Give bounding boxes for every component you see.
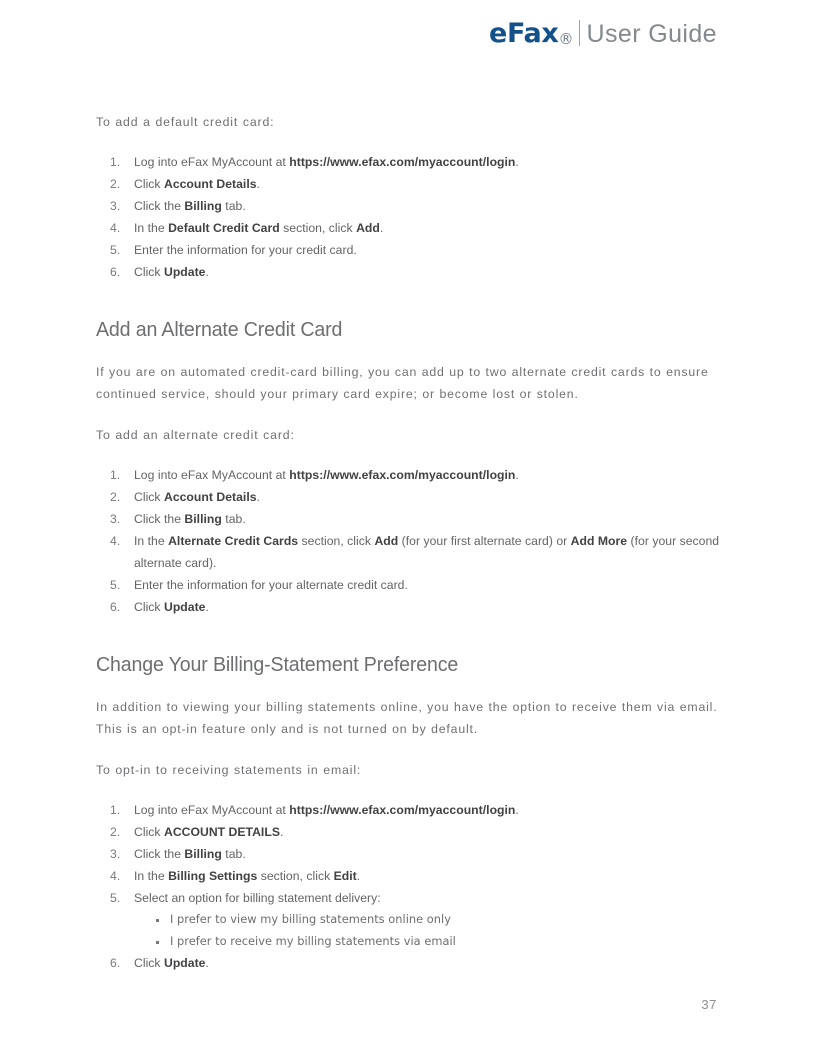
step-emphasis-3: Add More <box>570 534 628 548</box>
list-item <box>96 952 722 974</box>
step-emphasis: Default Credit Card <box>168 221 280 235</box>
step-text: Click <box>134 825 164 839</box>
step-emphasis-2: Edit <box>333 869 357 883</box>
step-text: Enter the information for your credit card. <box>134 243 357 257</box>
step-text-tail: tab. <box>221 512 246 526</box>
section-lead-in: To add a default credit card: <box>96 115 275 129</box>
list-item <box>96 843 722 865</box>
list-item <box>96 508 722 530</box>
section-default-credit-card <box>96 112 722 283</box>
step-text-mid-2: (for your first alternate card) or <box>398 534 571 548</box>
list-item <box>96 799 722 821</box>
step-text-mid: section, click <box>298 534 375 548</box>
step-text-tail: . <box>356 869 361 883</box>
step-text: In the <box>134 869 169 883</box>
step-text: Click <box>134 956 164 970</box>
step-text-tail: tab. <box>221 847 246 861</box>
section-lead-in: To opt-in to receiving statements in email: <box>96 763 362 777</box>
list-item: I prefer to view my billing statements online only <box>134 909 722 931</box>
sub-bullet-list-delivery-options <box>134 909 722 952</box>
list-item <box>96 486 722 508</box>
step-text-tail: . <box>515 155 519 169</box>
step-emphasis-2: Add <box>356 221 380 235</box>
document-header <box>0 18 717 49</box>
step-text-tail: . <box>205 265 209 279</box>
step-text-tail: . <box>205 600 209 614</box>
header-divider <box>579 20 580 46</box>
step-emphasis: Billing Settings <box>168 869 258 883</box>
step-emphasis: https://www.efax.com/myaccount/login <box>289 155 516 169</box>
list-item <box>96 530 722 574</box>
document-title: User Guide <box>586 20 717 48</box>
step-text: Enter the information for your alternate credit card. <box>134 578 408 592</box>
step-emphasis: https://www.efax.com/myaccount/login <box>289 468 516 482</box>
step-text: Click <box>134 490 164 504</box>
step-emphasis: Alternate Credit Cards <box>168 534 299 548</box>
section-billing-statement-preference <box>96 652 722 974</box>
step-text: Log into eFax MyAccount at <box>134 468 290 482</box>
step-emphasis: Update <box>163 956 206 970</box>
step-text-tail: . <box>256 177 260 191</box>
list-item <box>96 217 722 239</box>
step-text: Log into eFax MyAccount at <box>134 803 290 817</box>
section-heading-alternate-credit-card: Add an Alternate Credit Card <box>96 318 343 341</box>
step-emphasis: Billing <box>184 199 222 213</box>
efax-brand-logo: eFax <box>488 18 559 49</box>
step-text: Click the <box>134 512 185 526</box>
list-item <box>96 865 722 887</box>
list-item <box>96 173 722 195</box>
step-text: Select an option for billing statement delivery: <box>134 891 381 905</box>
step-emphasis-2: Add <box>374 534 399 548</box>
step-text: Click <box>134 177 164 191</box>
document-content <box>96 112 722 974</box>
step-text: In the <box>134 221 169 235</box>
step-text-tail: . <box>279 825 284 839</box>
list-item <box>96 887 722 952</box>
list-item <box>96 195 722 217</box>
step-text-tail: . <box>515 803 519 817</box>
step-text-tail: . <box>256 490 260 504</box>
step-text-tail: (for your second alternate card). <box>134 534 720 570</box>
list-item <box>96 574 722 596</box>
step-emphasis: Update <box>163 600 206 614</box>
list-item <box>96 151 722 173</box>
list-item <box>96 596 722 618</box>
list-item <box>96 464 722 486</box>
step-emphasis: ACCOUNT DETAILS <box>163 825 280 839</box>
steps-list-billing-statement-preference <box>96 799 722 974</box>
list-item <box>96 261 722 283</box>
step-text: In the <box>134 534 169 548</box>
section-body-paragraph: If you are on automated credit-card billing, you can add up to two alternate credit cards to ensure continued service, should your primary card expire; or become lost or stolen. <box>96 365 709 401</box>
step-emphasis: Billing <box>184 512 222 526</box>
section-alternate-credit-card <box>96 317 722 618</box>
steps-list-alternate-credit-card <box>96 464 722 618</box>
step-text-mid: section, click <box>257 869 334 883</box>
steps-list-default-credit-card <box>96 151 722 283</box>
step-emphasis: Update <box>163 265 206 279</box>
step-text: Click <box>134 600 164 614</box>
step-text: Click the <box>134 199 185 213</box>
list-item <box>96 239 722 261</box>
section-lead-in: To add an alternate credit card: <box>96 428 295 442</box>
step-text-tail: . <box>515 468 519 482</box>
step-text-tail: . <box>379 221 384 235</box>
list-item: I prefer to receive my billing statements via email <box>134 931 722 953</box>
step-emphasis: https://www.efax.com/myaccount/login <box>289 803 516 817</box>
step-emphasis: Account Details <box>163 177 257 191</box>
step-text-tail: tab. <box>221 199 246 213</box>
step-text: Click the <box>134 847 185 861</box>
page-number: 37 <box>701 997 717 1012</box>
step-emphasis: Billing <box>184 847 222 861</box>
registered-trademark-icon: ® <box>558 30 574 48</box>
step-text: Log into eFax MyAccount at <box>134 155 290 169</box>
step-text-mid: section, click <box>279 221 357 235</box>
step-text: Click <box>134 265 164 279</box>
step-emphasis: Account Details <box>163 490 257 504</box>
list-item <box>96 821 722 843</box>
section-body-paragraph: In addition to viewing your billing statements online, you have the option to receive them via email. This is an opt-in feature only and is not turned on by default. <box>96 700 718 736</box>
step-text-tail: . <box>205 956 209 970</box>
section-heading-billing-statement-preference: Change Your Billing-Statement Preference <box>96 653 459 676</box>
